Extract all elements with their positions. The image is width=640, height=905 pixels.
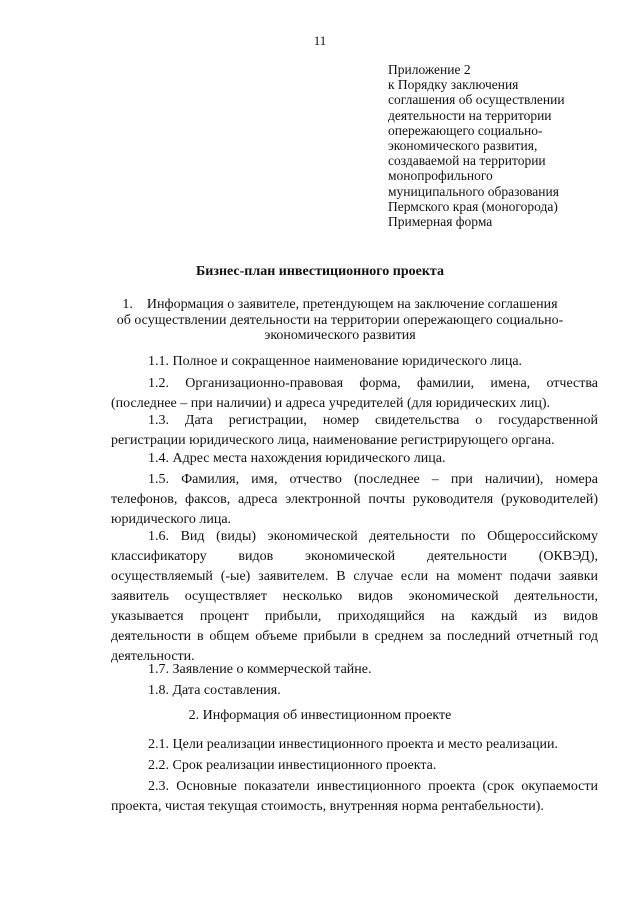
paragraph-1-6: [111, 527, 598, 667]
paragraph-line: заявитель осуществляет несколько видов экономической деятельности,: [111, 589, 598, 604]
paragraph-line: 1.8. Дата составления.: [148, 683, 281, 698]
paragraph-line: 2.2. Срок реализации инвестиционного проекта.: [148, 758, 437, 773]
paragraph-line: юридического лица.: [111, 512, 232, 527]
paragraph-line: 1.7. Заявление о коммерческой тайне.: [148, 662, 372, 677]
paragraph-line: классификатору видов экономической деятельности (ОКВЭД),: [111, 549, 598, 564]
heading-line: об осуществлении деятельности на территории опережающего социально-: [116, 312, 564, 328]
paragraph-line: проекта, чистая текущая стоимость, внутренняя норма рентабельности).: [111, 799, 544, 814]
page-number: 11: [313, 33, 327, 48]
section-1-heading: [90, 297, 590, 344]
paragraph-1-4: [111, 449, 598, 469]
appendix-line: создаваемой на территории: [388, 153, 546, 169]
document-title: Бизнес-план инвестиционного проекта: [196, 264, 444, 279]
paragraph-line: 1.5. Фамилия, имя, отчество (последнее – при наличии), номера: [148, 472, 598, 487]
heading-line: 1. Информация о заявителе, претендующем на заключение соглашения: [122, 297, 558, 312]
section-2-heading: 2. Информация об инвестиционном проекте: [188, 708, 452, 723]
appendix-line: деятельности на территории: [388, 107, 552, 123]
section-1-body: [111, 352, 598, 372]
appendix-line: опережающего социально-: [388, 122, 543, 138]
appendix-line: Приложение 2: [388, 62, 471, 77]
paragraph-1-5: [111, 470, 598, 530]
paragraph-1-2: [111, 374, 598, 414]
paragraph-line: 1.2. Организационно-правовая форма, фамилии, имена, отчества: [148, 376, 598, 391]
paragraph-1-8: [111, 681, 598, 701]
paragraph-line: осуществляемый (-ые) заявителем. В случае если на момент подачи заявки: [111, 569, 598, 584]
paragraph-line: 1.4. Адрес места нахождения юридического лица.: [148, 451, 446, 466]
paragraph-line: 2.3. Основные показатели инвестиционного проекта (срок окупаемости: [148, 779, 598, 794]
appendix-line: муниципального образования: [388, 183, 559, 199]
appendix-line: к Порядку заключения: [388, 77, 519, 93]
paragraph-1-1: [111, 352, 598, 372]
paragraph-line: 1.3. Дата регистрации, номер свидетельства о государственной: [148, 413, 598, 428]
paragraph-line: 1.1. Полное и сокращенное наименование юридического лица.: [148, 354, 523, 369]
appendix-header: [388, 62, 628, 214]
paragraph-2-2: [111, 756, 598, 776]
paragraph-line: 2.1. Цели реализации инвестиционного проекта и место реализации.: [148, 737, 558, 752]
paragraph-1-3: [111, 411, 598, 451]
appendix-line: экономического развития,: [388, 138, 538, 154]
appendix-line: монопрофильного: [388, 168, 493, 184]
paragraph-line: регистрации юридического лица, наименование регистрирующего органа.: [111, 433, 555, 448]
appendix-line: соглашения об осуществлении: [388, 92, 565, 108]
paragraph-2-1: [111, 735, 598, 755]
paragraph-1-7: [111, 660, 598, 680]
paragraph-line: 1.6. Вид (виды) экономической деятельности по Общероссийскому: [148, 529, 598, 544]
paragraph-line: деятельности.: [111, 649, 195, 664]
form-label: Примерная форма: [388, 214, 493, 229]
appendix-line: Пермского края (моногорода): [388, 198, 558, 214]
paragraph-line: указывается процент прибыли, приходящийся на каждый из видов: [111, 609, 598, 624]
heading-line: экономического развития: [264, 328, 416, 343]
paragraph-line: телефонов, факсов, адреса электронной почты руководителя (руководителей): [111, 492, 598, 507]
paragraph-line: деятельности в общем объеме прибыли в среднем за последний отчетный год: [111, 629, 598, 644]
paragraph-line: (последнее – при наличии) и адреса учредителей (для юридических лиц).: [111, 396, 550, 411]
paragraph-2-3: [111, 777, 598, 817]
